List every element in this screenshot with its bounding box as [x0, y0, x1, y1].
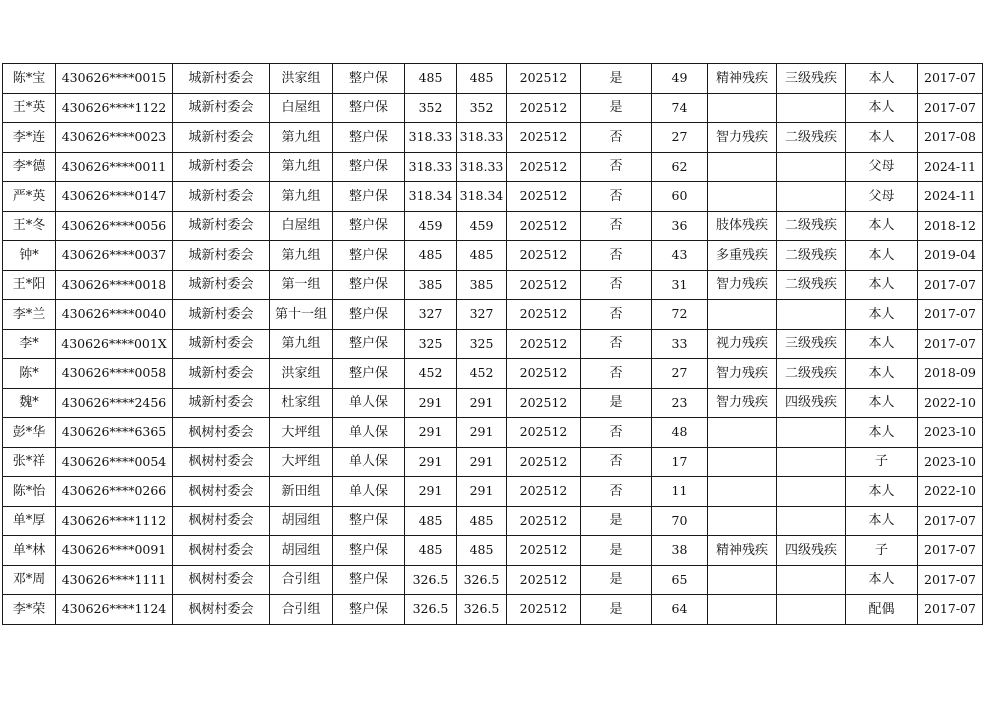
period-cell: 202512 [507, 211, 581, 241]
village-committee-cell: 枫树村委会 [173, 447, 270, 477]
amount-cell: 485 [405, 536, 457, 566]
name-cell: 王*英 [3, 93, 56, 123]
table-row [3, 477, 983, 507]
age-cell: 27 [652, 123, 708, 153]
id-number-cell: 430626****0091 [56, 536, 173, 566]
flag-cell: 是 [581, 64, 652, 94]
table-row [3, 241, 983, 271]
start-date-cell: 2024-11 [918, 182, 983, 212]
table-row [3, 329, 983, 359]
amount-cell: 318.33 [405, 152, 457, 182]
disability-type-cell: 视力残疾 [708, 329, 777, 359]
group-cell: 第九组 [270, 329, 333, 359]
name-cell: 李*荣 [3, 595, 56, 625]
amount-cell: 291 [405, 447, 457, 477]
disability-level-cell: 四级残疾 [777, 388, 846, 418]
period-cell: 202512 [507, 241, 581, 271]
relation-cell: 本人 [846, 329, 918, 359]
disability-type-cell: 智力残疾 [708, 270, 777, 300]
group-cell: 新田组 [270, 477, 333, 507]
disability-type-cell [708, 595, 777, 625]
age-cell: 72 [652, 300, 708, 330]
relation-cell: 父母 [846, 152, 918, 182]
amount-total-cell: 291 [457, 477, 507, 507]
coverage-type-cell: 整户保 [333, 241, 405, 271]
period-cell: 202512 [507, 300, 581, 330]
table-row [3, 211, 983, 241]
village-committee-cell: 城新村委会 [173, 359, 270, 389]
coverage-type-cell: 整户保 [333, 536, 405, 566]
village-committee-cell: 城新村委会 [173, 182, 270, 212]
age-cell: 48 [652, 418, 708, 448]
id-number-cell: 430626****0147 [56, 182, 173, 212]
period-cell: 202512 [507, 477, 581, 507]
id-number-cell: 430626****1111 [56, 565, 173, 595]
id-number-cell: 430626****0023 [56, 123, 173, 153]
table-row [3, 418, 983, 448]
amount-total-cell: 485 [457, 64, 507, 94]
disability-type-cell [708, 506, 777, 536]
disability-type-cell [708, 300, 777, 330]
amount-total-cell: 485 [457, 536, 507, 566]
table-row [3, 123, 983, 153]
disability-level-cell [777, 506, 846, 536]
name-cell: 陈*怡 [3, 477, 56, 507]
disability-level-cell: 四级残疾 [777, 536, 846, 566]
disability-level-cell: 二级残疾 [777, 359, 846, 389]
disability-level-cell [777, 93, 846, 123]
amount-cell: 318.33 [405, 123, 457, 153]
village-committee-cell: 枫树村委会 [173, 418, 270, 448]
amount-cell: 291 [405, 388, 457, 418]
id-number-cell: 430626****1112 [56, 506, 173, 536]
coverage-type-cell: 整户保 [333, 329, 405, 359]
age-cell: 64 [652, 595, 708, 625]
start-date-cell: 2017-07 [918, 506, 983, 536]
group-cell: 第九组 [270, 182, 333, 212]
amount-total-cell: 385 [457, 270, 507, 300]
start-date-cell: 2017-07 [918, 64, 983, 94]
age-cell: 70 [652, 506, 708, 536]
name-cell: 李* [3, 329, 56, 359]
amount-cell: 485 [405, 64, 457, 94]
relation-cell: 本人 [846, 241, 918, 271]
flag-cell: 否 [581, 123, 652, 153]
period-cell: 202512 [507, 182, 581, 212]
amount-total-cell: 318.33 [457, 152, 507, 182]
relation-cell: 本人 [846, 270, 918, 300]
name-cell: 严*英 [3, 182, 56, 212]
flag-cell: 是 [581, 388, 652, 418]
amount-total-cell: 291 [457, 418, 507, 448]
age-cell: 31 [652, 270, 708, 300]
name-cell: 魏* [3, 388, 56, 418]
name-cell: 李*连 [3, 123, 56, 153]
amount-cell: 452 [405, 359, 457, 389]
coverage-type-cell: 整户保 [333, 565, 405, 595]
flag-cell: 否 [581, 359, 652, 389]
relation-cell: 本人 [846, 359, 918, 389]
coverage-type-cell: 整户保 [333, 211, 405, 241]
relation-cell: 本人 [846, 300, 918, 330]
amount-total-cell: 318.34 [457, 182, 507, 212]
id-number-cell: 430626****0054 [56, 447, 173, 477]
group-cell: 第一组 [270, 270, 333, 300]
age-cell: 27 [652, 359, 708, 389]
table-row [3, 565, 983, 595]
age-cell: 62 [652, 152, 708, 182]
id-number-cell: 430626****0040 [56, 300, 173, 330]
relation-cell: 本人 [846, 64, 918, 94]
id-number-cell: 430626****0266 [56, 477, 173, 507]
name-cell: 王*冬 [3, 211, 56, 241]
group-cell: 第九组 [270, 123, 333, 153]
group-cell: 洪家组 [270, 359, 333, 389]
coverage-type-cell: 整户保 [333, 123, 405, 153]
disability-level-cell: 二级残疾 [777, 241, 846, 271]
disability-type-cell [708, 152, 777, 182]
disability-level-cell [777, 447, 846, 477]
disability-level-cell [777, 300, 846, 330]
period-cell: 202512 [507, 64, 581, 94]
flag-cell: 否 [581, 211, 652, 241]
amount-total-cell: 485 [457, 506, 507, 536]
amount-cell: 485 [405, 241, 457, 271]
period-cell: 202512 [507, 329, 581, 359]
disability-level-cell: 二级残疾 [777, 270, 846, 300]
amount-total-cell: 485 [457, 241, 507, 271]
flag-cell: 否 [581, 152, 652, 182]
group-cell: 大坪组 [270, 447, 333, 477]
period-cell: 202512 [507, 270, 581, 300]
disability-level-cell: 二级残疾 [777, 123, 846, 153]
amount-cell: 326.5 [405, 595, 457, 625]
coverage-type-cell: 整户保 [333, 93, 405, 123]
amount-cell: 352 [405, 93, 457, 123]
group-cell: 胡园组 [270, 536, 333, 566]
period-cell: 202512 [507, 123, 581, 153]
relation-cell: 父母 [846, 182, 918, 212]
id-number-cell: 430626****6365 [56, 418, 173, 448]
coverage-type-cell: 单人保 [333, 388, 405, 418]
coverage-type-cell: 单人保 [333, 477, 405, 507]
disability-level-cell [777, 418, 846, 448]
amount-total-cell: 326.5 [457, 565, 507, 595]
table-row [3, 388, 983, 418]
disability-type-cell [708, 182, 777, 212]
name-cell: 单*厚 [3, 506, 56, 536]
amount-cell: 291 [405, 418, 457, 448]
start-date-cell: 2017-07 [918, 329, 983, 359]
disability-type-cell [708, 93, 777, 123]
period-cell: 202512 [507, 447, 581, 477]
period-cell: 202512 [507, 418, 581, 448]
name-cell: 陈* [3, 359, 56, 389]
coverage-type-cell: 整户保 [333, 300, 405, 330]
disability-type-cell: 肢体残疾 [708, 211, 777, 241]
start-date-cell: 2022-10 [918, 388, 983, 418]
age-cell: 60 [652, 182, 708, 212]
name-cell: 陈*宝 [3, 64, 56, 94]
flag-cell: 否 [581, 418, 652, 448]
flag-cell: 否 [581, 477, 652, 507]
village-committee-cell: 城新村委会 [173, 64, 270, 94]
id-number-cell: 430626****0056 [56, 211, 173, 241]
name-cell: 王*阳 [3, 270, 56, 300]
coverage-type-cell: 单人保 [333, 418, 405, 448]
group-cell: 第十一组 [270, 300, 333, 330]
name-cell: 邓*周 [3, 565, 56, 595]
age-cell: 36 [652, 211, 708, 241]
disability-level-cell [777, 565, 846, 595]
relation-cell: 本人 [846, 211, 918, 241]
disability-type-cell: 智力残疾 [708, 388, 777, 418]
group-cell: 第九组 [270, 241, 333, 271]
village-committee-cell: 城新村委会 [173, 329, 270, 359]
relation-cell: 子 [846, 447, 918, 477]
flag-cell: 否 [581, 182, 652, 212]
period-cell: 202512 [507, 388, 581, 418]
flag-cell: 是 [581, 536, 652, 566]
relation-cell: 本人 [846, 123, 918, 153]
age-cell: 23 [652, 388, 708, 418]
roster-table [2, 63, 983, 625]
disability-level-cell: 三级残疾 [777, 64, 846, 94]
village-committee-cell: 城新村委会 [173, 211, 270, 241]
start-date-cell: 2017-08 [918, 123, 983, 153]
id-number-cell: 430626****001X [56, 329, 173, 359]
flag-cell: 是 [581, 93, 652, 123]
start-date-cell: 2017-07 [918, 300, 983, 330]
start-date-cell: 2019-04 [918, 241, 983, 271]
amount-total-cell: 326.5 [457, 595, 507, 625]
age-cell: 17 [652, 447, 708, 477]
village-committee-cell: 城新村委会 [173, 270, 270, 300]
start-date-cell: 2023-10 [918, 447, 983, 477]
table-row [3, 506, 983, 536]
disability-type-cell [708, 565, 777, 595]
amount-total-cell: 459 [457, 211, 507, 241]
village-committee-cell: 城新村委会 [173, 123, 270, 153]
table-row [3, 300, 983, 330]
group-cell: 第九组 [270, 152, 333, 182]
age-cell: 65 [652, 565, 708, 595]
coverage-type-cell: 整户保 [333, 64, 405, 94]
table-row [3, 536, 983, 566]
group-cell: 白屋组 [270, 211, 333, 241]
start-date-cell: 2017-07 [918, 565, 983, 595]
disability-type-cell [708, 418, 777, 448]
table-row [3, 152, 983, 182]
amount-cell: 327 [405, 300, 457, 330]
period-cell: 202512 [507, 536, 581, 566]
disability-type-cell [708, 477, 777, 507]
amount-cell: 318.34 [405, 182, 457, 212]
disability-level-cell [777, 595, 846, 625]
name-cell: 李*兰 [3, 300, 56, 330]
flag-cell: 否 [581, 329, 652, 359]
coverage-type-cell: 单人保 [333, 447, 405, 477]
amount-cell: 326.5 [405, 565, 457, 595]
start-date-cell: 2017-07 [918, 536, 983, 566]
flag-cell: 否 [581, 447, 652, 477]
group-cell: 大坪组 [270, 418, 333, 448]
age-cell: 74 [652, 93, 708, 123]
relation-cell: 本人 [846, 565, 918, 595]
id-number-cell: 430626****0018 [56, 270, 173, 300]
amount-total-cell: 327 [457, 300, 507, 330]
disability-type-cell: 智力残疾 [708, 123, 777, 153]
start-date-cell: 2023-10 [918, 418, 983, 448]
village-committee-cell: 枫树村委会 [173, 477, 270, 507]
disability-type-cell: 多重残疾 [708, 241, 777, 271]
table-body [3, 64, 983, 625]
age-cell: 43 [652, 241, 708, 271]
start-date-cell: 2018-09 [918, 359, 983, 389]
table-row [3, 182, 983, 212]
period-cell: 202512 [507, 506, 581, 536]
name-cell: 李*德 [3, 152, 56, 182]
id-number-cell: 430626****1122 [56, 93, 173, 123]
flag-cell: 是 [581, 565, 652, 595]
age-cell: 11 [652, 477, 708, 507]
group-cell: 杜家组 [270, 388, 333, 418]
relation-cell: 本人 [846, 506, 918, 536]
table-row [3, 447, 983, 477]
table-row [3, 270, 983, 300]
table-row [3, 359, 983, 389]
village-committee-cell: 枫树村委会 [173, 536, 270, 566]
disability-type-cell: 精神残疾 [708, 536, 777, 566]
relation-cell: 配偶 [846, 595, 918, 625]
amount-cell: 291 [405, 477, 457, 507]
name-cell: 彭*华 [3, 418, 56, 448]
id-number-cell: 430626****0058 [56, 359, 173, 389]
disability-level-cell: 三级残疾 [777, 329, 846, 359]
disability-type-cell: 精神残疾 [708, 64, 777, 94]
age-cell: 33 [652, 329, 708, 359]
id-number-cell: 430626****0011 [56, 152, 173, 182]
period-cell: 202512 [507, 152, 581, 182]
coverage-type-cell: 整户保 [333, 595, 405, 625]
amount-total-cell: 291 [457, 447, 507, 477]
period-cell: 202512 [507, 595, 581, 625]
disability-type-cell [708, 447, 777, 477]
table-row [3, 93, 983, 123]
start-date-cell: 2017-07 [918, 270, 983, 300]
coverage-type-cell: 整户保 [333, 359, 405, 389]
id-number-cell: 430626****0037 [56, 241, 173, 271]
age-cell: 38 [652, 536, 708, 566]
relation-cell: 本人 [846, 93, 918, 123]
coverage-type-cell: 整户保 [333, 506, 405, 536]
amount-cell: 459 [405, 211, 457, 241]
village-committee-cell: 枫树村委会 [173, 595, 270, 625]
village-committee-cell: 枫树村委会 [173, 506, 270, 536]
name-cell: 单*林 [3, 536, 56, 566]
period-cell: 202512 [507, 359, 581, 389]
name-cell: 张*祥 [3, 447, 56, 477]
table-row [3, 595, 983, 625]
disability-level-cell [777, 477, 846, 507]
amount-total-cell: 452 [457, 359, 507, 389]
group-cell: 合引组 [270, 595, 333, 625]
village-committee-cell: 城新村委会 [173, 152, 270, 182]
start-date-cell: 2022-10 [918, 477, 983, 507]
id-number-cell: 430626****1124 [56, 595, 173, 625]
disability-level-cell: 二级残疾 [777, 211, 846, 241]
disability-level-cell [777, 182, 846, 212]
name-cell: 钟* [3, 241, 56, 271]
group-cell: 白屋组 [270, 93, 333, 123]
flag-cell: 否 [581, 300, 652, 330]
coverage-type-cell: 整户保 [333, 270, 405, 300]
relation-cell: 本人 [846, 418, 918, 448]
group-cell: 胡园组 [270, 506, 333, 536]
start-date-cell: 2017-07 [918, 595, 983, 625]
amount-total-cell: 352 [457, 93, 507, 123]
amount-total-cell: 291 [457, 388, 507, 418]
flag-cell: 是 [581, 595, 652, 625]
amount-total-cell: 318.33 [457, 123, 507, 153]
group-cell: 洪家组 [270, 64, 333, 94]
start-date-cell: 2018-12 [918, 211, 983, 241]
id-number-cell: 430626****0015 [56, 64, 173, 94]
village-committee-cell: 城新村委会 [173, 93, 270, 123]
start-date-cell: 2017-07 [918, 93, 983, 123]
relation-cell: 本人 [846, 477, 918, 507]
group-cell: 合引组 [270, 565, 333, 595]
village-committee-cell: 城新村委会 [173, 300, 270, 330]
period-cell: 202512 [507, 565, 581, 595]
village-committee-cell: 城新村委会 [173, 388, 270, 418]
amount-cell: 485 [405, 506, 457, 536]
table-row [3, 64, 983, 94]
coverage-type-cell: 整户保 [333, 152, 405, 182]
flag-cell: 否 [581, 270, 652, 300]
village-committee-cell: 城新村委会 [173, 241, 270, 271]
amount-total-cell: 325 [457, 329, 507, 359]
disability-type-cell: 智力残疾 [708, 359, 777, 389]
coverage-type-cell: 整户保 [333, 182, 405, 212]
start-date-cell: 2024-11 [918, 152, 983, 182]
id-number-cell: 430626****2456 [56, 388, 173, 418]
flag-cell: 否 [581, 241, 652, 271]
village-committee-cell: 枫树村委会 [173, 565, 270, 595]
amount-cell: 325 [405, 329, 457, 359]
amount-cell: 385 [405, 270, 457, 300]
relation-cell: 子 [846, 536, 918, 566]
relation-cell: 本人 [846, 388, 918, 418]
flag-cell: 是 [581, 506, 652, 536]
disability-level-cell [777, 152, 846, 182]
period-cell: 202512 [507, 93, 581, 123]
age-cell: 49 [652, 64, 708, 94]
